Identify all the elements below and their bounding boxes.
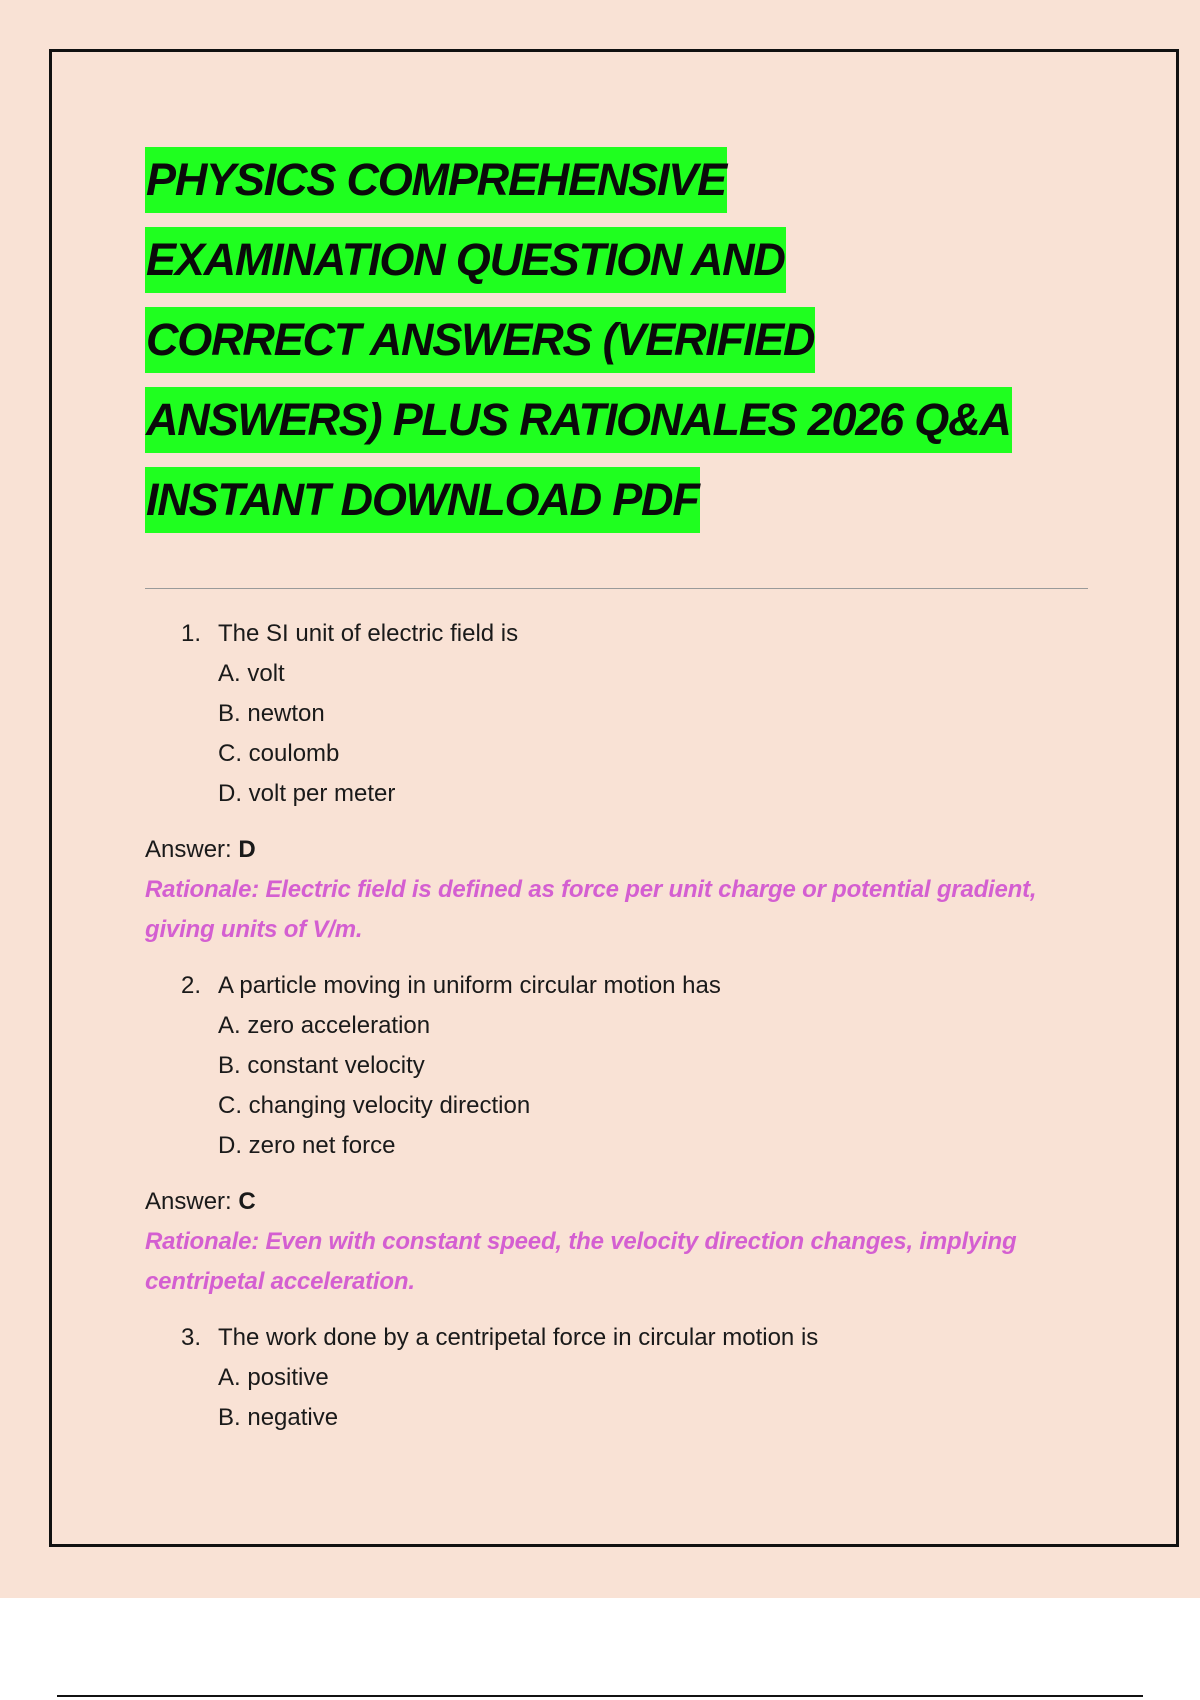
option-c: C. changing velocity direction (218, 1092, 531, 1119)
answer-line (145, 830, 1105, 870)
title-line-3: CORRECT ANSWERS (VERIFIED (145, 307, 815, 373)
question-number: 1. (181, 620, 202, 647)
title-divider (145, 588, 1088, 589)
question-3 (145, 1318, 1105, 1438)
footer-rule (57, 1695, 1143, 1697)
option-a: A. volt (218, 660, 285, 687)
question-list (145, 614, 1105, 1438)
title-line-1: PHYSICS COMPREHENSIVE (145, 147, 727, 213)
question-stem (145, 614, 1105, 654)
question-stem (145, 1318, 1105, 1358)
answer-label: Answer: (145, 1188, 232, 1215)
option-d: D. volt per meter (218, 780, 396, 807)
question-1 (145, 614, 1105, 950)
rationale-text: Rationale: Electric field is defined as force per unit charge or potential gradient, giving units of V/m. (145, 876, 1037, 943)
answer-line (145, 1182, 1105, 1222)
option-a: A. positive (218, 1364, 329, 1391)
question-number: 3. (181, 1324, 202, 1351)
question-number: 2. (181, 972, 202, 999)
document-title (145, 140, 1105, 540)
answer-label: Answer: (145, 836, 232, 863)
option-b: B. constant velocity (218, 1052, 425, 1079)
title-line-4: ANSWERS) PLUS RATIONALES 2026 Q&A (145, 387, 1012, 453)
question-text: The SI unit of electric field is (218, 620, 519, 647)
question-stem (145, 966, 1105, 1006)
option-a: A. zero acceleration (218, 1012, 431, 1039)
title-line-2: EXAMINATION QUESTION AND (145, 227, 786, 293)
question-2 (145, 966, 1105, 1302)
answer-value: C (238, 1188, 256, 1215)
title-line-5: INSTANT DOWNLOAD PDF (145, 467, 700, 533)
option-d: D. zero net force (218, 1132, 396, 1159)
option-b: B. newton (218, 700, 325, 727)
question-text: The work done by a centripetal force in circular motion is (218, 1324, 819, 1351)
rationale-text: Rationale: Even with constant speed, the velocity direction changes, implying centripetal acceleration. (145, 1228, 1017, 1295)
answer-value: D (238, 836, 256, 863)
option-c: C. coulomb (218, 740, 340, 767)
option-b: B. negative (218, 1404, 339, 1431)
question-text: A particle moving in uniform circular motion has (218, 972, 721, 999)
